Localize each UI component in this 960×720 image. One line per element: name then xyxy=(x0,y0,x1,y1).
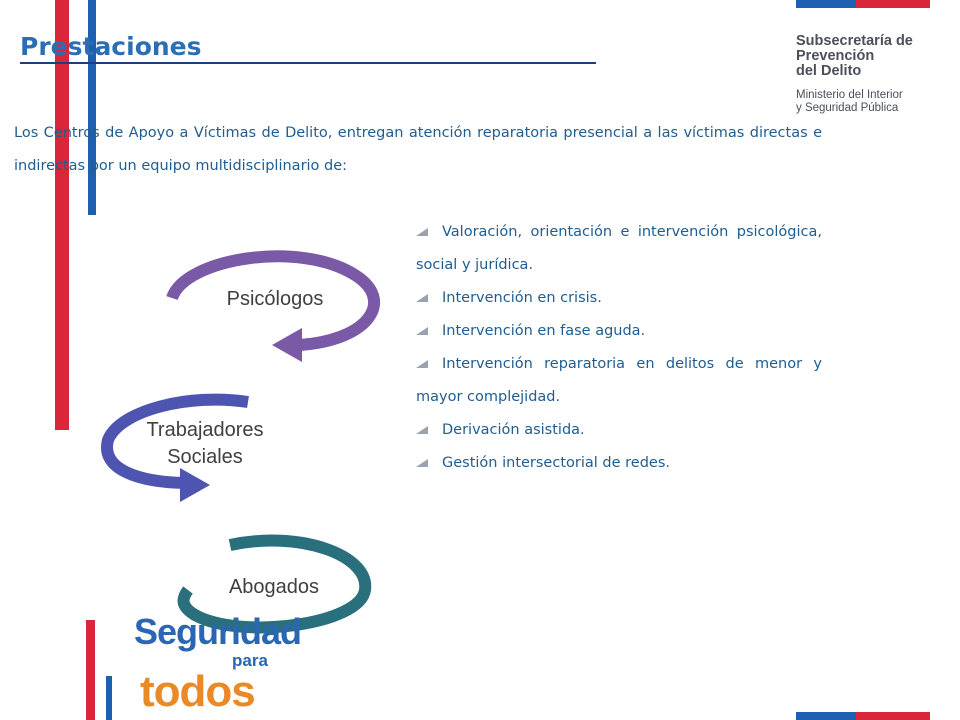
page-title: Prestaciones xyxy=(20,32,596,64)
list-item xyxy=(416,348,822,414)
services-list xyxy=(416,216,822,480)
list-item-text: Intervención en crisis. xyxy=(442,290,602,306)
list-item-text: Derivación asistida. xyxy=(442,422,585,438)
list-item xyxy=(416,447,822,480)
role-psicologos: Psicólogos xyxy=(226,288,324,310)
list-item xyxy=(416,414,822,447)
role-trabajadores-sociales xyxy=(125,417,285,471)
list-item xyxy=(416,315,822,348)
bullet-icon xyxy=(416,459,428,467)
trabajadores-arrowhead xyxy=(180,468,210,502)
logo-line-3: del Delito xyxy=(796,63,862,79)
psicologos-arrowhead xyxy=(272,328,302,362)
list-item xyxy=(416,282,822,315)
intro-paragraph: Los Centros de Apoyo a Víctimas de Delito, entregan atención reparatoria presencial a las víctimas directas e indirectas por un equipo multidisciplinario de: xyxy=(14,125,822,174)
list-item xyxy=(416,216,822,282)
brand-word-para: para xyxy=(232,651,268,670)
list-item-text: Intervención reparatoria en delitos de menor y mayor complejidad. xyxy=(416,356,822,405)
brand-word-todos: todos xyxy=(140,667,255,716)
logo-line-2: Prevención xyxy=(796,48,875,64)
bullet-icon xyxy=(416,228,428,236)
bullet-icon xyxy=(416,360,428,368)
logo-line-4: Ministerio del Interior xyxy=(796,89,903,101)
brand-word-seguridad: Seguridad xyxy=(134,611,302,652)
role-abogados: Abogados xyxy=(228,576,320,598)
list-item-text: Intervención en fase aguda. xyxy=(442,323,646,339)
bullet-icon xyxy=(416,327,428,335)
list-item-text: Gestión intersectorial de redes. xyxy=(442,455,670,471)
seguridad-para-todos-logo xyxy=(134,612,301,714)
logo-line-1: Subsecretaría de xyxy=(796,33,913,49)
bullet-icon xyxy=(416,294,428,302)
role-trabajadores-line-1: Trabajadores xyxy=(146,419,264,441)
list-item-text: Valoración, orientación e intervención psicológica, social y jurídica. xyxy=(416,224,822,273)
bullet-icon xyxy=(416,426,428,434)
role-trabajadores-line-2: Sociales xyxy=(167,446,243,468)
logo-line-5: y Seguridad Pública xyxy=(796,102,899,114)
